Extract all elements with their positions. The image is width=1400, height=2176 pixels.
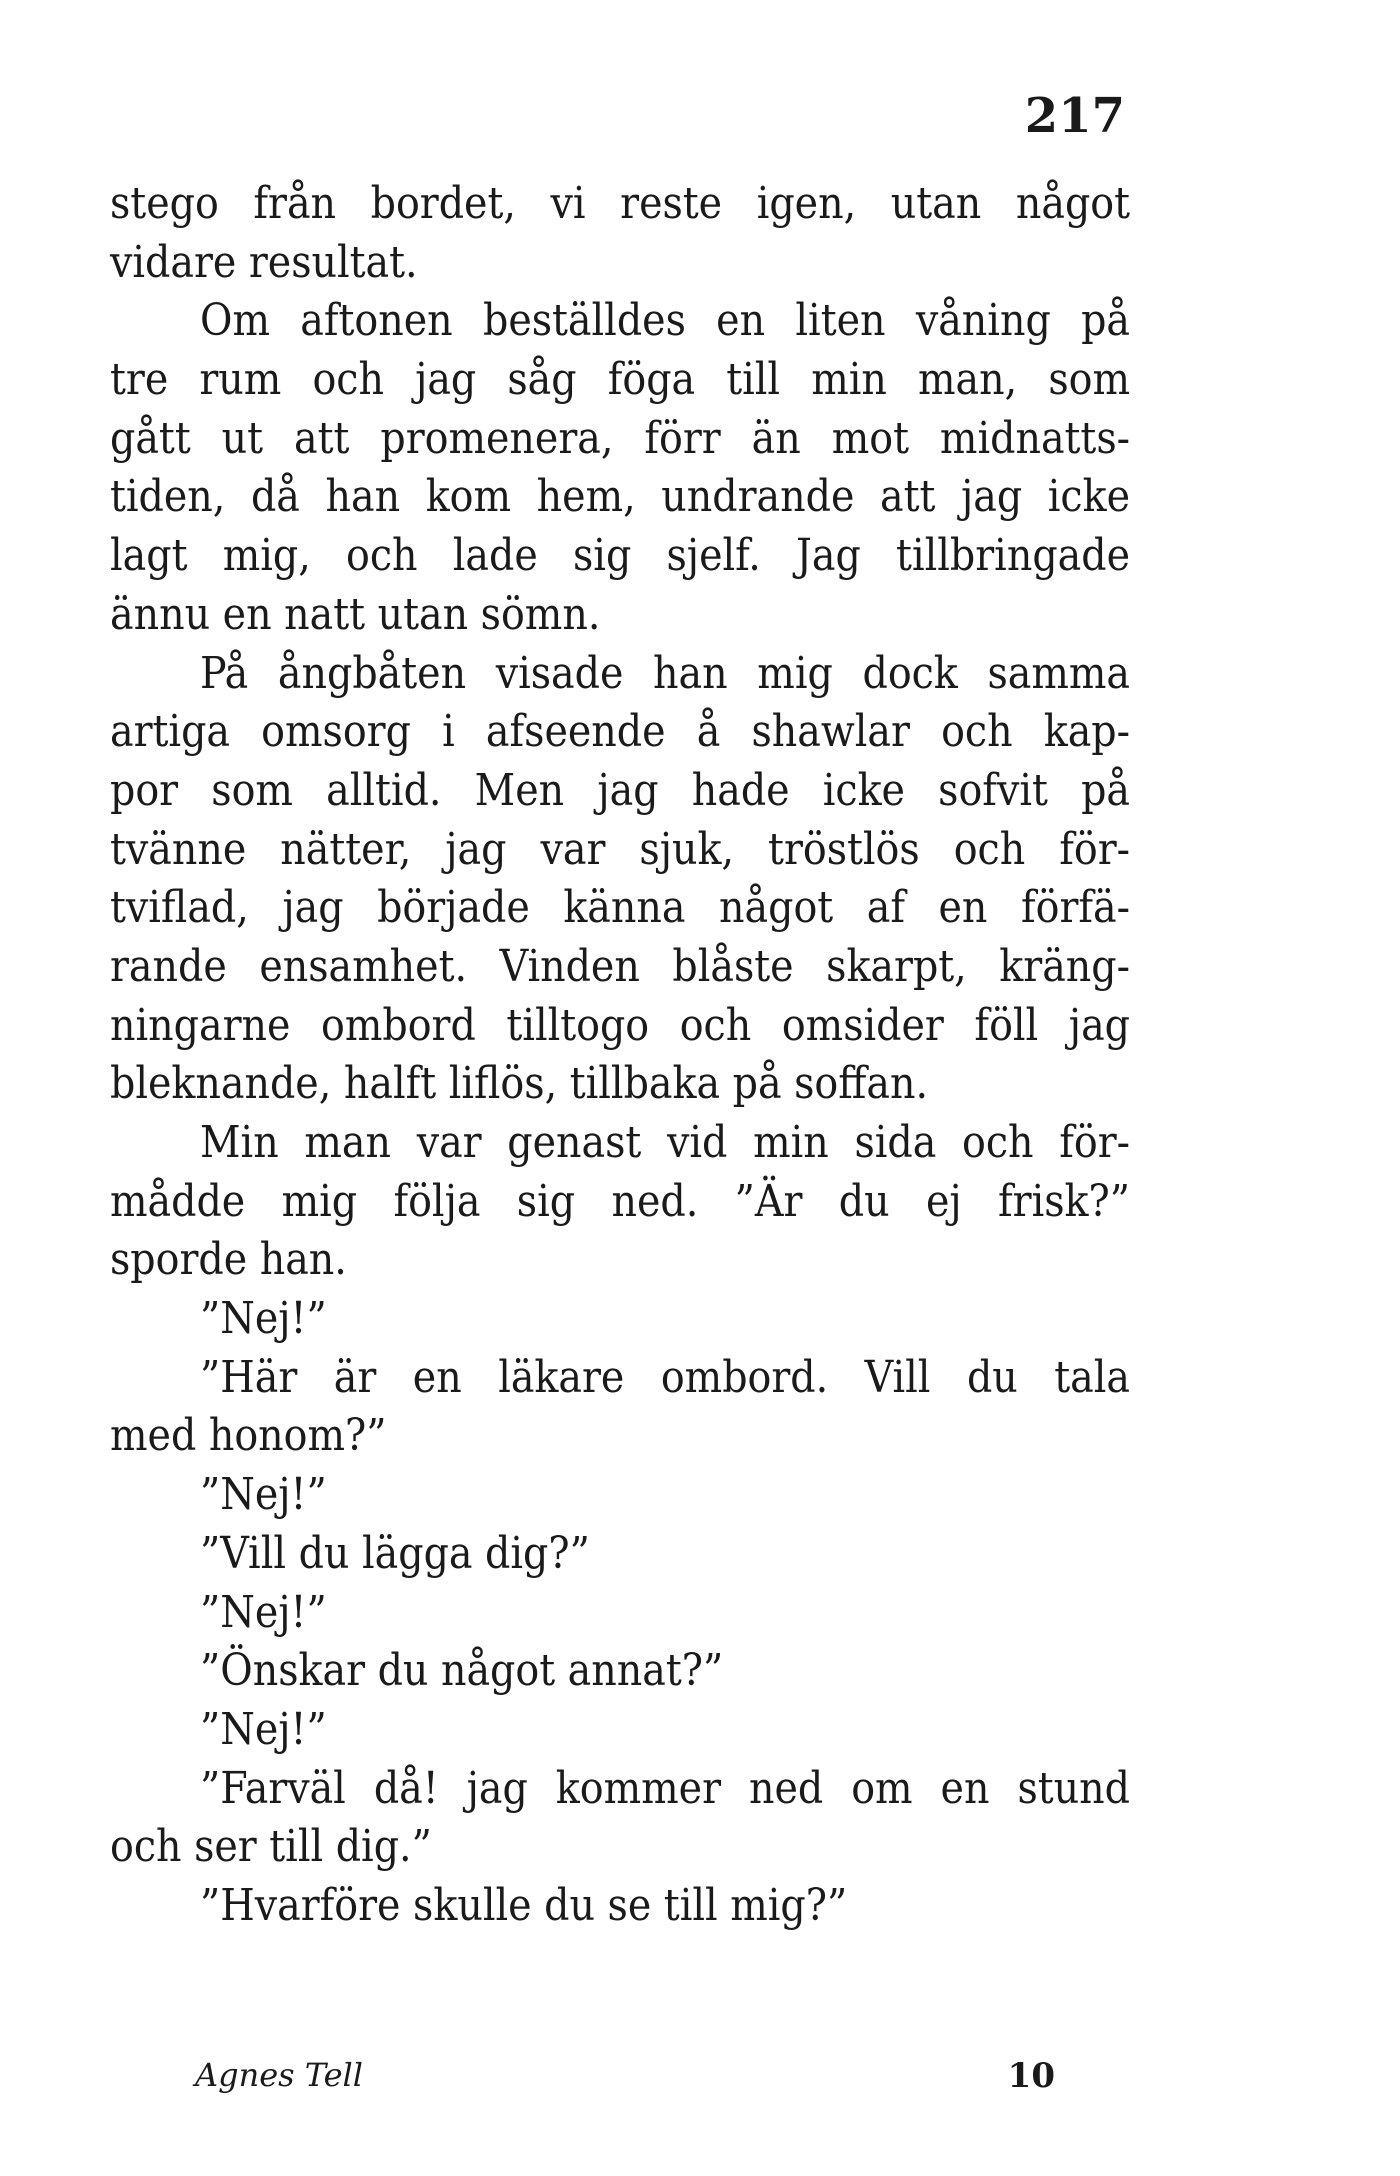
- text-line: tviflad, jag började känna något af en förfä-: [110, 882, 1130, 934]
- text-line: ”Hvarföre skulle du se till mig?”: [200, 1879, 848, 1931]
- text-line: stego från bordet, vi reste igen, utan något: [110, 178, 1130, 229]
- text-line: Min man var genast vid min sida och för-: [200, 1117, 1130, 1168]
- text-line: lagt mig, och lade sig sjelf. Jag tillbringade: [110, 530, 1130, 582]
- text-line: vidare resultat.: [110, 236, 418, 288]
- text-line: med honom?”: [110, 1410, 387, 1462]
- page-number: 217: [1024, 88, 1125, 144]
- printer-signature: Agnes Tell: [195, 2056, 363, 2094]
- text-line: ningarne ombord tilltogo och omsider föll jag: [110, 999, 1130, 1051]
- text-line: och ser till dig.”: [110, 1821, 432, 1873]
- text-line: sporde han.: [110, 1234, 347, 1286]
- text-line: por som alltid. Men jag hade icke sofvit på: [110, 764, 1130, 816]
- text-line: artiga omsorg i afseende å shawlar och kap-: [110, 706, 1130, 758]
- text-line: tiden, då han kom hem, undrande att jag icke: [110, 471, 1130, 523]
- text-line: På ångbåten visade han mig dock samma: [200, 647, 1130, 699]
- text-line: tvänne nätter, jag var sjuk, tröstlös och för-: [110, 823, 1130, 875]
- text-line: ”Nej!”: [200, 1703, 327, 1755]
- text-line: Om aftonen beställdes en liten våning på: [200, 295, 1130, 347]
- text-line: ”Nej!”: [200, 1293, 327, 1345]
- text-line: rande ensamhet. Vinden blåste skarpt, kräng-: [110, 940, 1130, 992]
- text-line: ”Här är en läkare ombord. Vill du tala: [200, 1351, 1130, 1403]
- text-line: bleknande, halft liflös, tillbaka på soffan.: [110, 1058, 929, 1110]
- body-text: [110, 175, 1130, 1936]
- text-line: gått ut att promenera, förr än mot midnatts-: [110, 412, 1130, 464]
- page-footer: [195, 2056, 1055, 2116]
- text-line: ”Önskar du något annat?”: [200, 1645, 724, 1697]
- text-line: ”Vill du lägga dig?”: [200, 1527, 590, 1579]
- text-line: ”Nej!”: [200, 1469, 327, 1521]
- text-line: mådde mig följa sig ned. ”Är du ej frisk?”: [110, 1175, 1130, 1227]
- signature-mark: 10: [1007, 2056, 1055, 2096]
- text-line: tre rum och jag såg föga till min man, som: [110, 354, 1130, 406]
- text-line: ”Farväl då! jag kommer ned om en stund: [200, 1762, 1130, 1814]
- text-line: ännu en natt utan sömn.: [110, 588, 601, 640]
- text-line: ”Nej!”: [200, 1586, 327, 1638]
